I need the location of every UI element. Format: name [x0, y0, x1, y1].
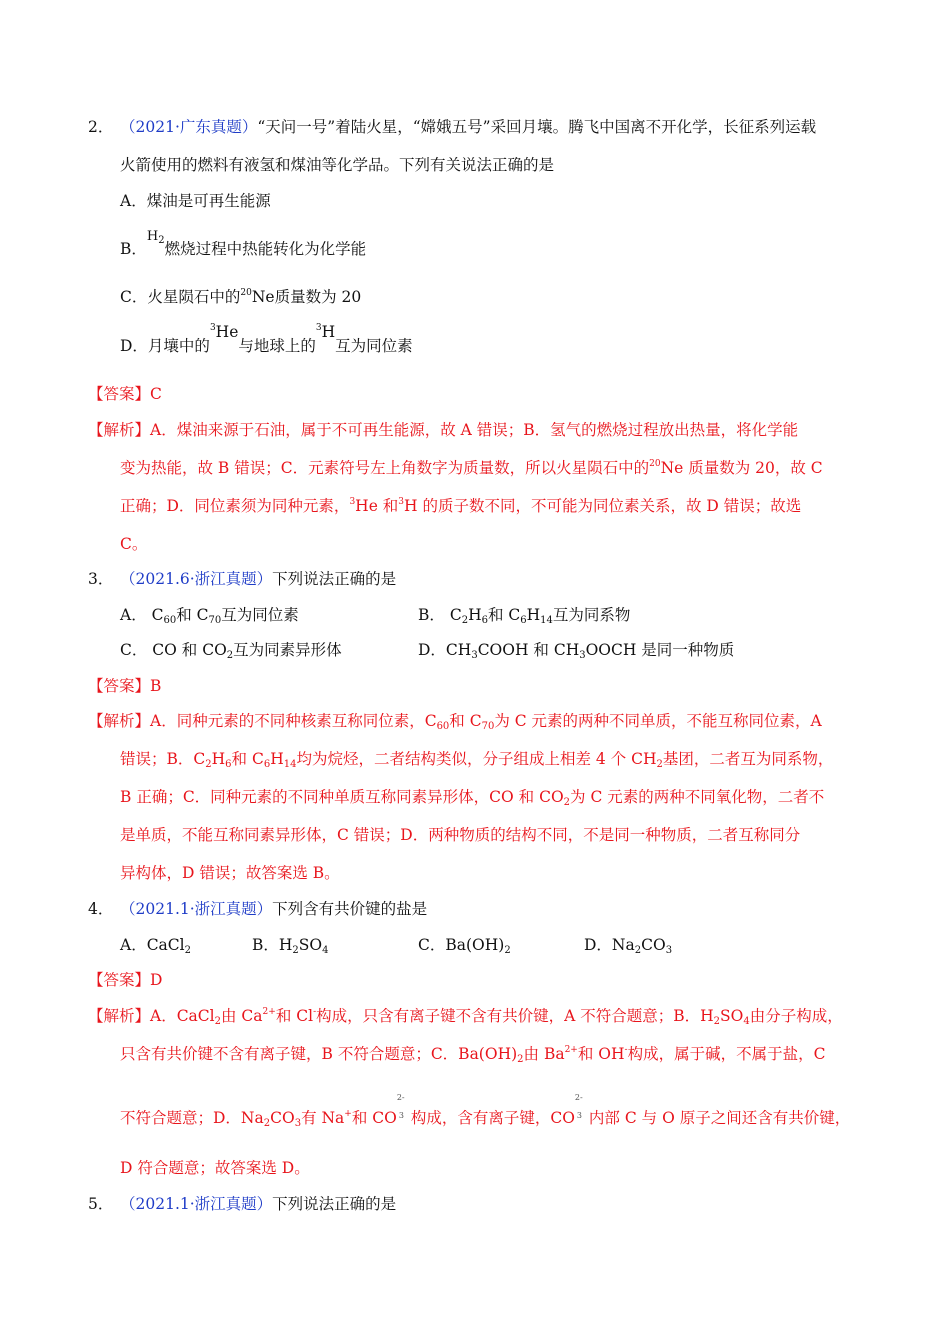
- q4-e3-s2: 3: [294, 1118, 302, 1129]
- q3-opt-a-2: 和 C: [176, 606, 209, 624]
- q3-opt-c-1: C． CO 和 CO: [120, 641, 227, 659]
- q4-e1-1: 【解析】A．CaCl: [88, 1007, 215, 1025]
- q4-e1-s2: 2: [713, 1016, 721, 1027]
- q4-e2-2: 由 Ba: [523, 1045, 565, 1063]
- q2-explanation-line4: C。: [120, 535, 148, 553]
- q2-exp2-text-a: 变为热能，故 B 错误；C．元素符号左上角数字为质量数，所以火星陨石中的: [120, 459, 650, 477]
- q3-opt-b-s1: 2: [461, 615, 469, 626]
- q5-number: 5．: [88, 1195, 114, 1213]
- q2-source: （2021·广东真题）: [120, 118, 258, 136]
- q4-opt-a-1: A．CaCl: [120, 936, 185, 954]
- q4-e3-1: 不符合题意；D．Na: [120, 1109, 264, 1127]
- q4-e1-2: 由 Ca: [221, 1007, 263, 1025]
- q2-exp3-h-mass: 3: [398, 497, 405, 507]
- q3-opt-b-5: 互为同系物: [552, 606, 631, 624]
- q2-option-c-text: 质量数为 20: [274, 288, 362, 306]
- q2-ne-mass: 20: [240, 288, 252, 298]
- q3-opt-c-2: 互为同素异形体: [233, 641, 342, 659]
- q3-e2-s3: 6: [263, 759, 271, 770]
- q4-e2-p2: -: [624, 1045, 628, 1055]
- q2-exp2-text-b: Ne 质量数为 20，故 C: [660, 459, 823, 477]
- q4-explanation-line2: [120, 1043, 825, 1065]
- q3-e2-s1: 2: [205, 759, 212, 770]
- q2-number: 2．: [88, 118, 114, 136]
- q4-e2-s1: 2: [517, 1054, 524, 1065]
- q3-e1-2: 和 C: [449, 712, 482, 730]
- q4-e1-p2: -: [313, 1007, 317, 1017]
- q4-e1-6: 由分子构成，: [749, 1007, 843, 1025]
- q3-opt-d-3: OOCH 是同一种物质: [585, 641, 735, 659]
- q4-e1-3: 和 Cl: [275, 1007, 314, 1025]
- q3-e1-s1: 60: [436, 721, 450, 732]
- q4-ion2-sub: 3: [576, 1111, 583, 1120]
- q4-opt-d-1: D．Na: [584, 936, 635, 954]
- q5-stem-text: 下列说法正确的是: [272, 1195, 397, 1213]
- q2-explanation-line3: [120, 495, 801, 517]
- q4-carbonate-ion-2: [574, 1093, 589, 1123]
- q4-ion2-charge: 2-: [574, 1093, 583, 1102]
- q4-ion1-sub: 3: [398, 1111, 404, 1120]
- q2-option-d: [120, 323, 413, 357]
- q2-option-d-label: D．月壤中的: [120, 337, 210, 355]
- q3-explanation-line5: 异构体，D 错误；故答案选 B。: [120, 864, 340, 882]
- q2-answer: 【答案】C: [88, 385, 162, 403]
- q2-exp3-text-b: He 和: [355, 497, 399, 515]
- q4-explanation-line1: [88, 1005, 843, 1027]
- q4-explanation-line4: D 符合题意；故答案选 D。: [120, 1159, 310, 1177]
- q4-e3-3: 有 Na: [301, 1109, 345, 1127]
- q4-opt-b-2: SO: [298, 936, 323, 954]
- q3-explanation-line3: [120, 786, 824, 808]
- q4-number: 4．: [88, 900, 114, 918]
- q4-e2-1: 只含有共价键不含有离子键，B 不符合题意；C．Ba(OH): [120, 1045, 518, 1063]
- q3-opt-a-1: A． C: [120, 606, 164, 624]
- q4-stem-text: 下列含有共价键的盐是: [272, 900, 428, 918]
- q4-e1-s3: 4: [743, 1016, 750, 1027]
- q2-he3-mass: 3: [209, 323, 216, 333]
- q4-ion1-charge: 2-: [396, 1093, 405, 1102]
- q4-e3-2: CO: [270, 1109, 295, 1127]
- q4-option-d: [584, 934, 672, 956]
- q2-ne-symbol: Ne: [251, 288, 275, 306]
- q3-option-d: [418, 639, 734, 661]
- q2-option-c: [120, 286, 361, 308]
- q5-source: （2021.1·浙江真题）: [120, 1195, 273, 1213]
- q4-option-a: [120, 934, 191, 956]
- q3-opt-b-s3: 6: [520, 615, 527, 626]
- q3-e2-4: H: [270, 750, 284, 768]
- q3-opt-b-4: H: [526, 606, 541, 624]
- q4-e1-s1: 2: [214, 1016, 221, 1027]
- q2-option-c-label: C．火星陨石中的: [120, 288, 241, 306]
- q4-opt-b-s2: 4: [322, 945, 329, 956]
- q3-e2-s2: 6: [225, 759, 232, 770]
- q2-exp3-text-c: H 的质子数不同，不可能为同位素关系，故 D 错误；故选: [404, 497, 802, 515]
- q4-opt-d-2: CO: [641, 936, 666, 954]
- q3-opt-c-s1: 2: [226, 650, 234, 661]
- q3-explanation-line4: 是单质，不能互称同素异形体，C 错误；D．两种物质的结构不同，不是同一种物质，二者互称同分: [120, 826, 801, 844]
- q2-h2-formula: [147, 229, 165, 244]
- q2-he-symbol: He: [215, 323, 239, 341]
- q3-opt-d-2: COOH 和 CH: [477, 641, 580, 659]
- q2-h3: [316, 323, 335, 341]
- q3-option-a: [120, 604, 299, 626]
- q2-exp3-text-a: 正确；D．同位素须为同种元素，: [120, 497, 350, 515]
- q2-he3: [210, 323, 238, 341]
- q4-opt-b-1: B．H: [252, 936, 293, 954]
- q3-source: （2021.6·浙江真题）: [120, 570, 273, 588]
- q4-opt-a-s: 2: [184, 945, 191, 956]
- q2-explanation-line1: 【解析】A．煤油来源于石油，属于不可再生能源，故 A 错误；B．氢气的燃烧过程放出热量，将化学能: [88, 421, 799, 439]
- q4-e1-5: SO: [720, 1007, 744, 1025]
- q3-e2-s5: 2: [656, 759, 663, 770]
- q4-opt-c-1: C．Ba(OH): [418, 936, 505, 954]
- q3-opt-b-s2: 6: [481, 615, 488, 626]
- q2-exp3-he-mass: 3: [349, 497, 356, 507]
- q4-e2-4: 构成，属于碱，不属于盐，C: [627, 1045, 826, 1063]
- q4-opt-d-s2: 3: [665, 945, 673, 956]
- q3-e3-s1: 2: [563, 797, 571, 808]
- q3-opt-b-2: H: [468, 606, 482, 624]
- q4-stem: [88, 898, 427, 920]
- q2-stem-text1: “天问一号”着陆火星，“嫦娥五号”采回月壤。腾飞中国离不开化学，长征系列运载: [257, 118, 817, 136]
- q4-opt-d-s1: 2: [634, 945, 642, 956]
- q2-option-d-text: 互为同位素: [335, 337, 413, 355]
- q4-e3-5: 构成，含有离子键，CO: [410, 1109, 575, 1127]
- q4-carbonate-ion-1: [396, 1093, 411, 1123]
- q3-opt-a-s1: 60: [163, 615, 177, 626]
- q3-opt-b-s4: 14: [540, 615, 553, 626]
- q3-stem: [88, 568, 396, 590]
- q3-e2-1: 错误；B．C: [120, 750, 206, 768]
- q3-number: 3．: [88, 570, 114, 588]
- q2-exp2-ne-mass: 20: [649, 459, 661, 469]
- q2-stem-line1: [88, 116, 816, 138]
- q3-opt-a-3: 互为同位素: [221, 606, 299, 624]
- q3-e3-2: 为 C 元素的两种不同氧化物，二者不: [570, 788, 825, 806]
- q2-option-a: A．煤油是可再生能源: [120, 192, 271, 210]
- q3-e2-s4: 14: [283, 759, 297, 770]
- q4-e1-4: 构成，只含有离子键不含有共价键，A 不符合题意；B．H: [316, 1007, 714, 1025]
- q2-option-d-mid: 与地球上的: [238, 337, 316, 355]
- q2-h3-mass: 3: [315, 323, 322, 333]
- q4-e1-p1: 2+: [262, 1007, 276, 1017]
- q2-option-b: [120, 229, 367, 262]
- q2-option-b-label: B．: [120, 240, 147, 258]
- q3-opt-d-1: D．CH: [418, 641, 472, 659]
- q4-explanation-line3: [120, 1093, 851, 1129]
- q3-answer: 【答案】B: [88, 677, 162, 695]
- q2-h-symbol: H: [321, 323, 336, 341]
- q3-opt-d-s1: 3: [471, 650, 478, 661]
- q4-e3-4: 和 CO: [351, 1109, 397, 1127]
- q3-e1-3: 为 C 元素的两种不同单质，不能互称同位素，A: [494, 712, 822, 730]
- q3-e2-3: 和 C: [231, 750, 264, 768]
- q2-explanation-line2: [120, 457, 823, 479]
- q3-opt-d-s2: 3: [579, 650, 586, 661]
- q5-stem: [88, 1193, 396, 1215]
- q3-stem-text: 下列说法正确的是: [272, 570, 397, 588]
- q4-e3-s1: 2: [263, 1118, 271, 1129]
- q3-e3-1: B 正确；C．同种元素的不同种单质互称同素异形体，CO 和 CO: [120, 788, 564, 806]
- q2-option-b-text: 燃烧过程中热能转化为化学能: [164, 240, 367, 258]
- q3-e1-s2: 70: [481, 721, 495, 732]
- q3-e2-2: H: [211, 750, 226, 768]
- q4-e2-p1: 2+: [564, 1045, 578, 1055]
- q2-stem-line2: 火箭使用的燃料有液氢和煤油等化学品。下列有关说法正确的是: [120, 156, 555, 174]
- q3-option-b: [418, 604, 630, 626]
- q4-option-c: [418, 934, 511, 956]
- q4-answer: 【答案】D: [88, 971, 163, 989]
- q4-e3-6: 内部 C 与 O 原子之间还含有共价键，: [588, 1109, 851, 1127]
- q4-e2-3: 和 OH: [577, 1045, 625, 1063]
- q3-option-c: [120, 639, 342, 661]
- q3-opt-b-1: B． C: [418, 606, 462, 624]
- q3-opt-a-s2: 70: [208, 615, 222, 626]
- q2-h2-sub: 2: [158, 235, 165, 246]
- q3-explanation-line2: [120, 748, 833, 770]
- q3-e2-5: 均为烷烃，二者结构类似，分子组成上相差 4 个 CH: [296, 750, 657, 768]
- q3-explanation-line1: [88, 710, 822, 732]
- q3-e2-6: 基团，二者互为同系物，: [662, 750, 834, 768]
- q4-e3-p1: +: [344, 1109, 352, 1119]
- q2-h2-symbol: H: [146, 229, 159, 244]
- q4-option-b: [252, 934, 329, 956]
- q4-opt-c-s: 2: [504, 945, 511, 956]
- q3-opt-b-3: 和 C: [487, 606, 521, 624]
- q3-e1-1: 【解析】A．同种元素的不同种核素互称同位素，C: [88, 712, 437, 730]
- q4-opt-b-s1: 2: [292, 945, 299, 956]
- q4-source: （2021.1·浙江真题）: [120, 900, 273, 918]
